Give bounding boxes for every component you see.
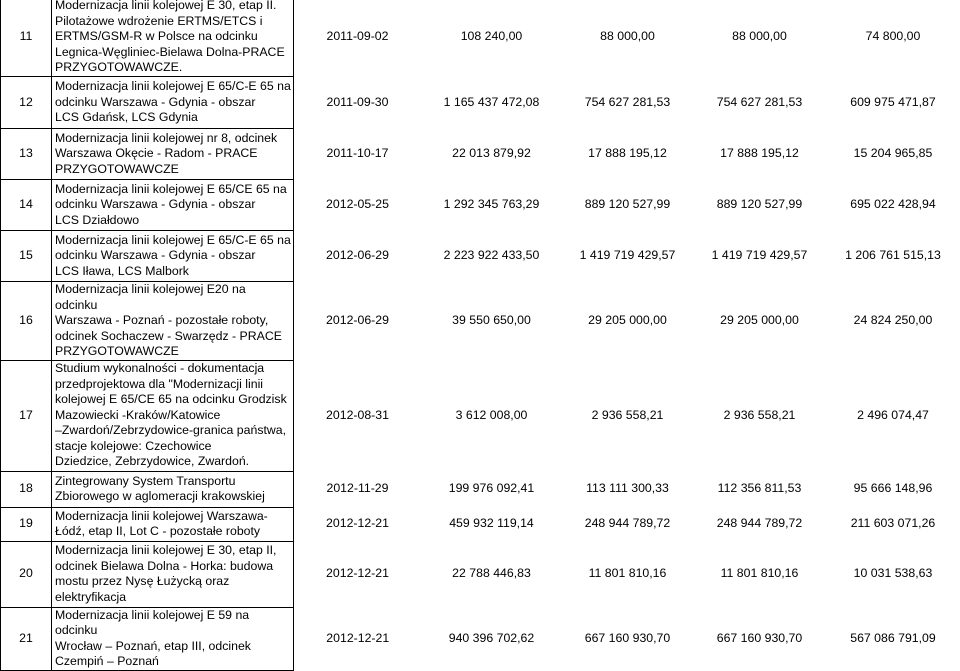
row-number: 17 [1,360,52,471]
date-cell: 2012-12-21 [294,607,422,670]
table-row [1,77,960,129]
amount-cell-1: 3 612 008,00 [422,360,562,471]
amount-cell-2: 29 205 000,00 [562,282,694,361]
amount-cell-3: 88 000,00 [694,0,826,77]
amount-cell-3: 667 160 930,70 [694,607,826,670]
amount-cell-2: 11 801 810,16 [562,541,694,607]
amount-cell-2: 889 120 527,99 [562,180,694,231]
project-name: Modernizacja linii kolejowej E20 na odcinku Warszawa - Poznań - pozostałe roboty, odcinek Sochaczew - Swarzędz - PRACE PRZYGOTOWAWCZE [52,282,294,361]
amount-cell-4: 2 496 074,47 [826,360,960,471]
amount-cell-1: 940 396 702,62 [422,607,562,670]
date-cell: 2012-05-25 [294,180,422,231]
row-number: 14 [1,180,52,231]
row-number: 16 [1,282,52,361]
date-cell: 2011-09-02 [294,0,422,77]
amount-cell-2: 88 000,00 [562,0,694,77]
amount-cell-2: 248 944 789,72 [562,507,694,541]
date-cell: 2012-06-29 [294,282,422,361]
amount-cell-2: 1 419 719 429,57 [562,231,694,282]
amount-cell-4: 211 603 071,26 [826,507,960,541]
date-cell: 2011-09-30 [294,77,422,129]
amount-cell-4: 95 666 148,96 [826,471,960,507]
amount-cell-3: 2 936 558,21 [694,360,826,471]
amount-cell-3: 248 944 789,72 [694,507,826,541]
date-cell: 2012-06-29 [294,231,422,282]
amount-cell-3: 29 205 000,00 [694,282,826,361]
amount-cell-3: 889 120 527,99 [694,180,826,231]
amount-cell-2: 113 111 300,33 [562,471,694,507]
table-row [1,360,960,471]
row-number: 11 [1,0,52,77]
table-row [1,129,960,180]
table-row [1,541,960,607]
row-number: 18 [1,471,52,507]
amount-cell-1: 459 932 119,14 [422,507,562,541]
amount-cell-3: 112 356 811,53 [694,471,826,507]
amount-cell-4: 24 824 250,00 [826,282,960,361]
amount-cell-2: 667 160 930,70 [562,607,694,670]
amount-cell-4: 74 800,00 [826,0,960,77]
table-row [1,282,960,361]
project-name: Modernizacja linii kolejowej nr 8, odcinek Warszawa Okęcie - Radom - PRACE PRZYGOTOWAWCZE [52,129,294,180]
row-number: 19 [1,507,52,541]
amount-cell-1: 22 788 446,83 [422,541,562,607]
table-row [1,607,960,670]
row-number: 13 [1,129,52,180]
amount-cell-2: 2 936 558,21 [562,360,694,471]
amount-cell-1: 199 976 092,41 [422,471,562,507]
table-row [1,231,960,282]
project-name: Modernizacja linii kolejowej E 59 na odcinku Wrocław – Poznań, etap III, odcinek Czempiń – Poznań [52,607,294,670]
row-number: 12 [1,77,52,129]
amount-cell-1: 1 292 345 763,29 [422,180,562,231]
date-cell: 2012-12-21 [294,541,422,607]
amount-cell-4: 695 022 428,94 [826,180,960,231]
project-name: Modernizacja linii kolejowej E 65/C-E 65 na odcinku Warszawa - Gdynia - obszar LCS Gdańsk, LCS Gdynia [52,77,294,129]
amount-cell-4: 10 031 538,63 [826,541,960,607]
project-name: Modernizacja linii kolejowej E 65/CE 65 na odcinku Warszawa - Gdynia - obszar LCS Działdowo [52,180,294,231]
table-row [1,0,960,77]
row-number: 15 [1,231,52,282]
date-cell: 2012-08-31 [294,360,422,471]
project-name: Modernizacja linii kolejowej E 30, etap II. Pilotażowe wdrożenie ERTMS/ETCS i ERTMS/GSM-R w Polsce na odcinku Legnica-Węgliniec-Bielawa Dolna-PRACE PRZYGOTOWAWCZE. [52,0,294,77]
amount-cell-4: 15 204 965,85 [826,129,960,180]
table-row [1,180,960,231]
amount-cell-1: 2 223 922 433,50 [422,231,562,282]
amount-cell-4: 609 975 471,87 [826,77,960,129]
row-number: 20 [1,541,52,607]
row-number: 21 [1,607,52,670]
amount-cell-1: 108 240,00 [422,0,562,77]
date-cell: 2011-10-17 [294,129,422,180]
amount-cell-1: 39 550 650,00 [422,282,562,361]
table-row [1,471,960,507]
amount-cell-2: 754 627 281,53 [562,77,694,129]
amount-cell-4: 567 086 791,09 [826,607,960,670]
amount-cell-3: 1 419 719 429,57 [694,231,826,282]
project-name: Zintegrowany System Transportu Zbiorowego w aglomeracji krakowskiej [52,471,294,507]
amount-cell-3: 754 627 281,53 [694,77,826,129]
project-name: Modernizacja linii kolejowej Warszawa- Łódź, etap II, Lot C - pozostałe roboty [52,507,294,541]
date-cell: 2012-12-21 [294,507,422,541]
project-name: Modernizacja linii kolejowej E 65/C-E 65 na odcinku Warszawa - Gdynia - obszar LCS Iława, LCS Malbork [52,231,294,282]
amount-cell-1: 1 165 437 472,08 [422,77,562,129]
table-row [1,507,960,541]
date-cell: 2012-11-29 [294,471,422,507]
amount-cell-1: 22 013 879,92 [422,129,562,180]
project-name: Modernizacja linii kolejowej E 30, etap II, odcinek Bielawa Dolna - Horka: budowa mostu przez Nysę Łużycką oraz elektryfikacja [52,541,294,607]
amount-cell-4: 1 206 761 515,13 [826,231,960,282]
amount-cell-2: 17 888 195,12 [562,129,694,180]
amount-cell-3: 11 801 810,16 [694,541,826,607]
amount-cell-3: 17 888 195,12 [694,129,826,180]
project-name: Studium wykonalności - dokumentacja przedprojektowa dla "Modernizacji linii kolejowej E 65/CE 65 na odcinku Grodzisk Mazowiecki -Kraków/Katowice –Zwardoń/Zebrzydowice-granica państwa, stacje kolejowe: Czechowice Dziedzice, Zebrzydowice, Zwardoń. [52,360,294,471]
